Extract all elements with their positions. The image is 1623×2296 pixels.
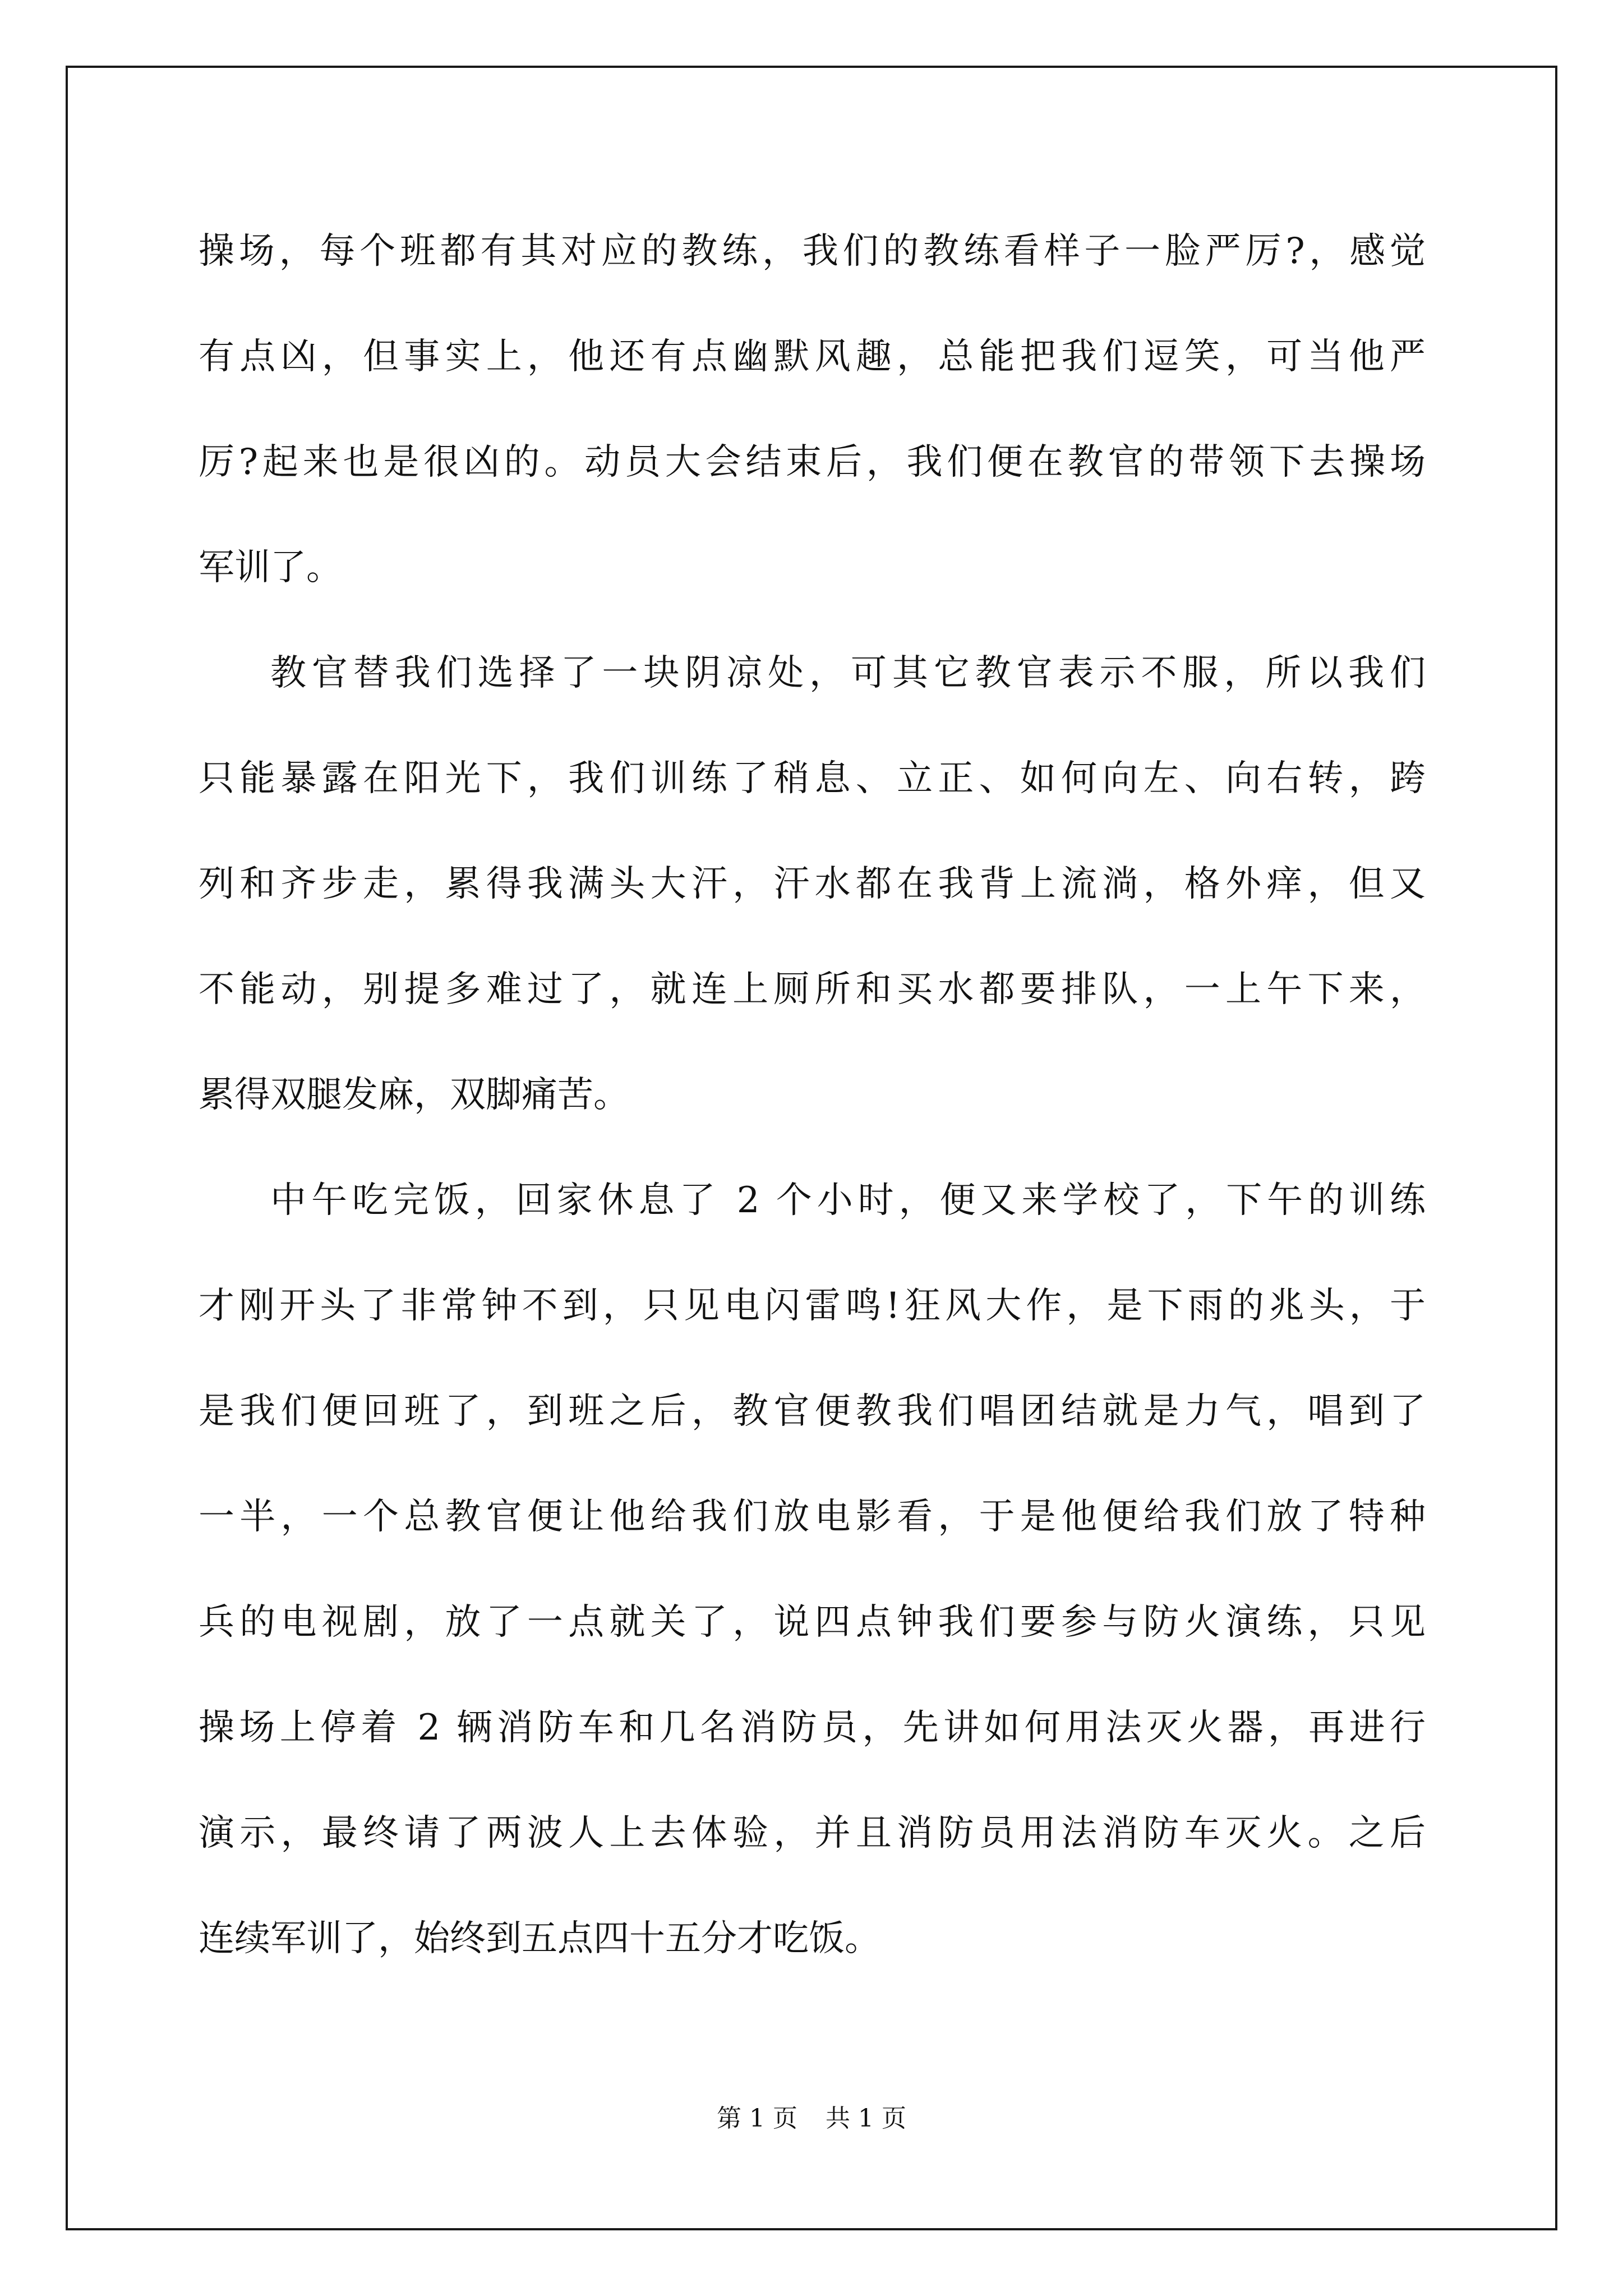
text-line: 一半，一个总教官便让他给我们放电影看，于是他便给我们放了特种 [199, 1496, 1426, 1538]
text-line: 操场，每个班都有其对应的教练，我们的教练看样子一脸严厉?，感觉 [199, 231, 1426, 272]
text-line: 兵的电视剧，放了一点就关了，说四点钟我们要参与防火演练，只见 [199, 1602, 1426, 1643]
text-line: 演示，最终请了两波人上去体验，并且消防员用法消防车灭火。之后 [199, 1812, 1426, 1854]
text-line: 厉?起来也是很凶的。动员大会结束后，我们便在教官的带领下去操场 [199, 441, 1426, 483]
page-number: 第 1 页 [717, 2104, 797, 2133]
page-footer [0, 2098, 1623, 2134]
text-line: 是我们便回班了，到班之后，教官便教我们唱团结就是力气，唱到了 [199, 1391, 1426, 1432]
text-line: 教官替我们选择了一块阴凉处，可其它教官表示不服，所以我们 [270, 652, 1426, 694]
text-line: 只能暴露在阳光下，我们训练了稍息、立正、如何向左、向右转，跨 [199, 758, 1426, 799]
text-line: 操场上停着 2 辆消防车和几名消防员，先讲如何用法灭火器，再进行 [199, 1707, 1426, 1749]
text-line: 才刚开头了非常钟不到，只见电闪雷鸣!狂风大作，是下雨的兆头，于 [199, 1285, 1426, 1327]
text-line: 列和齐步走，累得我满头大汗，汗水都在我背上流淌，格外痒，但又 [199, 863, 1426, 905]
text-line: 中午吃完饭，回家休息了 2 个小时，便又来学校了，下午的训练 [270, 1180, 1426, 1221]
text-line: 有点凶，但事实上，他还有点幽默风趣，总能把我们逗笑，可当他严 [199, 336, 1426, 378]
text-line: 不能动，别提多难过了，就连上厕所和买水都要排队，一上午下来， [199, 969, 1426, 1010]
text-line: 累得双腿发麻，双脚痛苦。 [199, 1074, 629, 1116]
text-line: 军训了。 [199, 547, 342, 588]
page-total: 共 1 页 [826, 2104, 906, 2133]
document-body [199, 199, 1426, 1991]
text-line: 连续军训了，始终到五点四十五分才吃饭。 [199, 1918, 880, 1959]
